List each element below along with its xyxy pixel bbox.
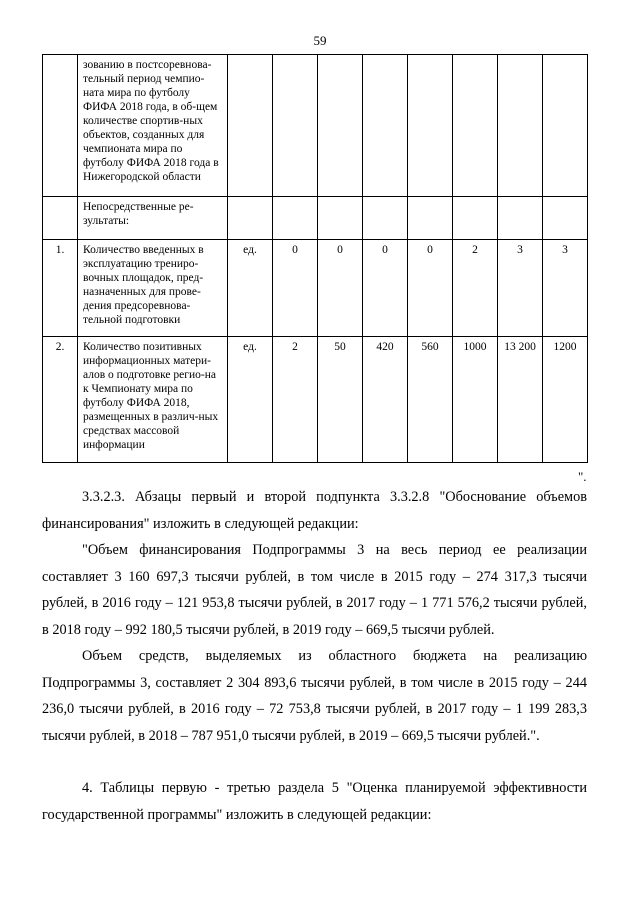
unit-cell: ед. [228, 337, 273, 463]
row-number [43, 55, 78, 197]
value-cell [318, 197, 363, 240]
paragraph-tables-amendment: 4. Таблицы первую - третью раздела 5 "Оценка планируемой эффективности государственной программы" изложить в следующей редакции: [42, 780, 587, 823]
value-cell: 3 [498, 240, 543, 337]
value-cell: 13 200 [498, 337, 543, 463]
value-cell: 560 [408, 337, 453, 463]
value-cell [318, 55, 363, 197]
row-number [43, 197, 78, 240]
value-cell: 0 [363, 240, 408, 337]
unit-cell: ед. [228, 240, 273, 337]
value-cell [408, 55, 453, 197]
value-cell [363, 55, 408, 197]
value-cell [273, 55, 318, 197]
value-cell: 0 [273, 240, 318, 337]
closing-quote: ". [578, 469, 587, 484]
table-row [43, 197, 588, 240]
indicator-name: зованию в постсоревнова-тельный период чемпио-ната мира по футболу ФИФА 2018 года, в об-щем количестве спортив-ных объектов, созданных для чемпионата мира по футболу ФИФА 2018 года в Нижегородской области [78, 55, 228, 197]
unit-cell [228, 55, 273, 197]
table-row [43, 240, 588, 337]
indicators-table [42, 54, 588, 463]
indicator-name: Количество введенных в эксплуатацию трениро-вочных площадок, пред-назначенных для прове-дения предсоревнова-тельной подготовки [78, 240, 228, 337]
value-cell: 2 [453, 240, 498, 337]
paragraph-amendment: 3.3.2.3. Абзацы первый и второй подпункта 3.3.2.8 "Обоснование объемов финансирования" изложить в следующей редакции: [42, 489, 587, 532]
value-cell: 0 [318, 240, 363, 337]
table-row [43, 337, 588, 463]
value-cell [453, 197, 498, 240]
indicator-name: Количество позитивных информационных матери-алов о подготовке регио-на к Чемпионату мира по футболу ФИФА 2018, размещенных в различ-ных средствах массовой информации [78, 337, 228, 463]
value-cell [498, 55, 543, 197]
value-cell [273, 197, 318, 240]
value-cell [453, 55, 498, 197]
table-row [43, 55, 588, 197]
value-cell [363, 197, 408, 240]
value-cell: 0 [408, 240, 453, 337]
value-cell [408, 197, 453, 240]
value-cell: 3 [543, 240, 588, 337]
page-number: 59 [313, 33, 327, 48]
paragraph-total-funding: "Объем финансирования Подпрограммы 3 на весь период ее реализации составляет 3 160 697,3 тысячи рублей, в том числе в 2015 году – 274 317,3 тысячи рублей, в 2016 году – 121 953,8 тысячи рублей, в 2017 году – 1 771 576,2 тысячи рублей, в 2018 году – 992 180,5 тысячи рублей, в 2019 году – 669,5 тысячи рублей. [42, 542, 587, 638]
value-cell: 1200 [543, 337, 588, 463]
value-cell: 420 [363, 337, 408, 463]
value-cell [543, 55, 588, 197]
value-cell [498, 197, 543, 240]
value-cell: 2 [273, 337, 318, 463]
paragraph-regional-budget: Объем средств, выделяемых из областного бюджета на реализацию Подпрограммы 3, составляет 2 304 893,6 тысячи рублей, в том числе в 2015 году – 244 236,0 тысячи рублей, в 2016 году – 72 753,8 тысячи рублей, в 2017 году – 1 199 283,3 тысячи рублей, в 2018 – 787 951,0 тысячи рублей, в 2019 – 669,5 тысячи рублей.". [42, 648, 587, 744]
row-number: 1. [43, 240, 78, 337]
value-cell [543, 197, 588, 240]
row-number: 2. [43, 337, 78, 463]
value-cell: 50 [318, 337, 363, 463]
unit-cell [228, 197, 273, 240]
value-cell: 1000 [453, 337, 498, 463]
indicator-name: Непосредственные ре-зультаты: [78, 197, 228, 240]
